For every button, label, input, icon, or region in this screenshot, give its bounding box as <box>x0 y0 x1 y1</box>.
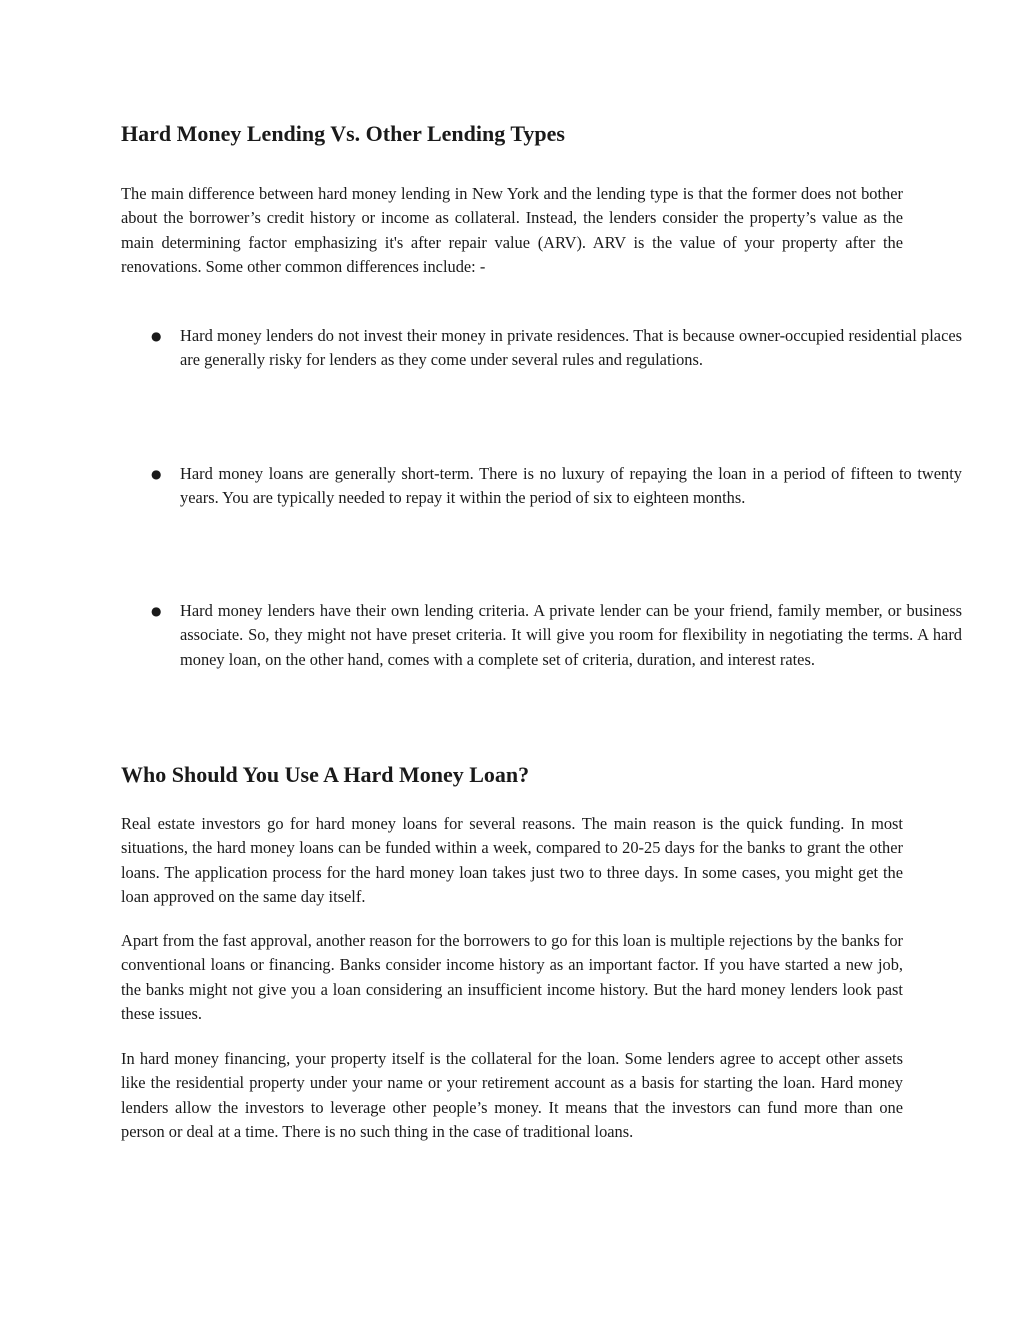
list-item-text: Hard money lenders do not invest their money in private residences. That is because owner-occupied residential places are generally risky for lenders as they come under several rules and regulations. <box>180 326 962 370</box>
list-item-text: Hard money loans are generally short-term. There is no luxury of repaying the loan in a period of fifteen to twenty years. You are typically needed to repay it within the period of six to eighteen months. <box>180 464 962 508</box>
body-paragraph: In hard money financing, your property itself is the collateral for the loan. Some lenders agree to accept other assets like the residential property under your name or your retirement account as a basis for starting the loan. Hard money lenders allow the investors to leverage other people’s money. It means that the investors can fund more than one person or deal at a time. There is no such thing in the case of traditional loans. <box>121 1049 903 1141</box>
list-item-text: Hard money lenders have their own lending criteria. A private lender can be your friend, family member, or business associate. So, they might not have preset criteria. It will give you room for flexibility in negotiating the terms. A hard money loan, on the other hand, comes with a complete set of criteria, duration, and interest rates. <box>180 601 962 669</box>
body-paragraph: Real estate investors go for hard money loans for several reasons. The main reason is the quick funding. In most situations, the hard money loans can be funded within a week, compared to 20-25 days for the banks to grant the other loans. The application process for the hard money loan takes just two to three days. In some cases, you might get the loan approved on the same day itself. <box>121 814 903 906</box>
list-item <box>121 599 962 672</box>
bullet-icon: ● <box>151 604 162 618</box>
section-heading-lending-types: Hard Money Lending Vs. Other Lending Types <box>121 121 565 146</box>
body-paragraph: Apart from the fast approval, another reason for the borrowers to go for this loan is multiple rejections by the banks for conventional loans or financing. Banks consider income history as an important factor. If you have started a new job, the banks might not give you a loan considering an insufficient income history. But the hard money lenders look past these issues. <box>121 931 903 1023</box>
list-item <box>121 462 962 511</box>
intro-paragraph: The main difference between hard money lending in New York and the lending type is that the former does not bother about the borrower’s credit history or income as collateral. Instead, the lenders consider the property’s value as the main determining factor emphasizing it's after repair value (ARV). ARV is the value of your property after the renovations. Some other common differences include: - <box>121 184 903 276</box>
bullet-icon: ● <box>151 329 162 343</box>
section-heading-who-should-use: Who Should You Use A Hard Money Loan? <box>121 762 530 787</box>
list-item <box>121 324 962 373</box>
bullet-icon: ● <box>151 467 162 481</box>
